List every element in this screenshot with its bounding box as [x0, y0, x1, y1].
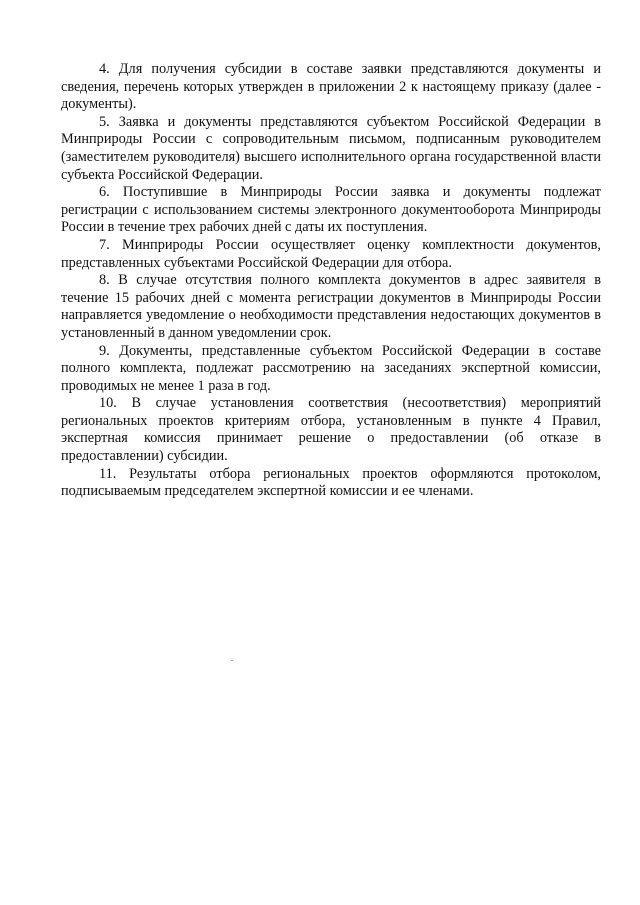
paragraph-5: 5. Заявка и документы представляются субъектом Российской Федерации в Минприроды России с сопроводительным письмом, подписанным руководителем (заместителем руководителя) высшего исполнительного органа государственной власти субъекта Российской Федерации. — [61, 113, 601, 183]
paragraph-7: 7. Минприроды России осуществляет оценку комплектности документов, представленных субъектами Российской Федерации для отбора. — [61, 236, 601, 271]
paragraph-4: 4. Для получения субсидии в составе заявки представляются документы и сведения, перечень которых утвержден в приложении 2 к настоящему приказу (далее - документы). — [61, 61, 601, 113]
scan-speck — [231, 660, 233, 661]
document-body — [61, 61, 601, 501]
paragraph-11: 11. Результаты отбора региональных проектов оформляются протоколом, подписываемым председателем экспертной комиссии и ее членами. — [61, 465, 601, 500]
paragraph-6: 6. Поступившие в Минприроды России заявка и документы подлежат регистрации с использованием системы электронного документооборота Минприроды России в течение трех рабочих дней с даты их поступления. — [61, 184, 601, 236]
paragraph-8: 8. В случае отсутствия полного комплекта документов в адрес заявителя в течение 15 рабочих дней с момента регистрации документов в Минприроды России направляется уведомление о необходимости представления недостающих документов в установленный в данном уведомлении срок. — [61, 272, 601, 341]
paragraph-9: 9. Документы, представленные субъектом Российской Федерации в составе полного комплекта, подлежат рассмотрению на заседаниях экспертной комиссии, проводимых не менее 1 раза в год. — [61, 342, 601, 394]
paragraph-10: 10. В случае установления соответствия (несоответствия) мероприятий региональных проектов критериям отбора, установленным в пункте 4 Правил, экспертная комиссия принимает решение о предоставлении (об отказе в предоставлении) субсидии. — [61, 395, 601, 465]
